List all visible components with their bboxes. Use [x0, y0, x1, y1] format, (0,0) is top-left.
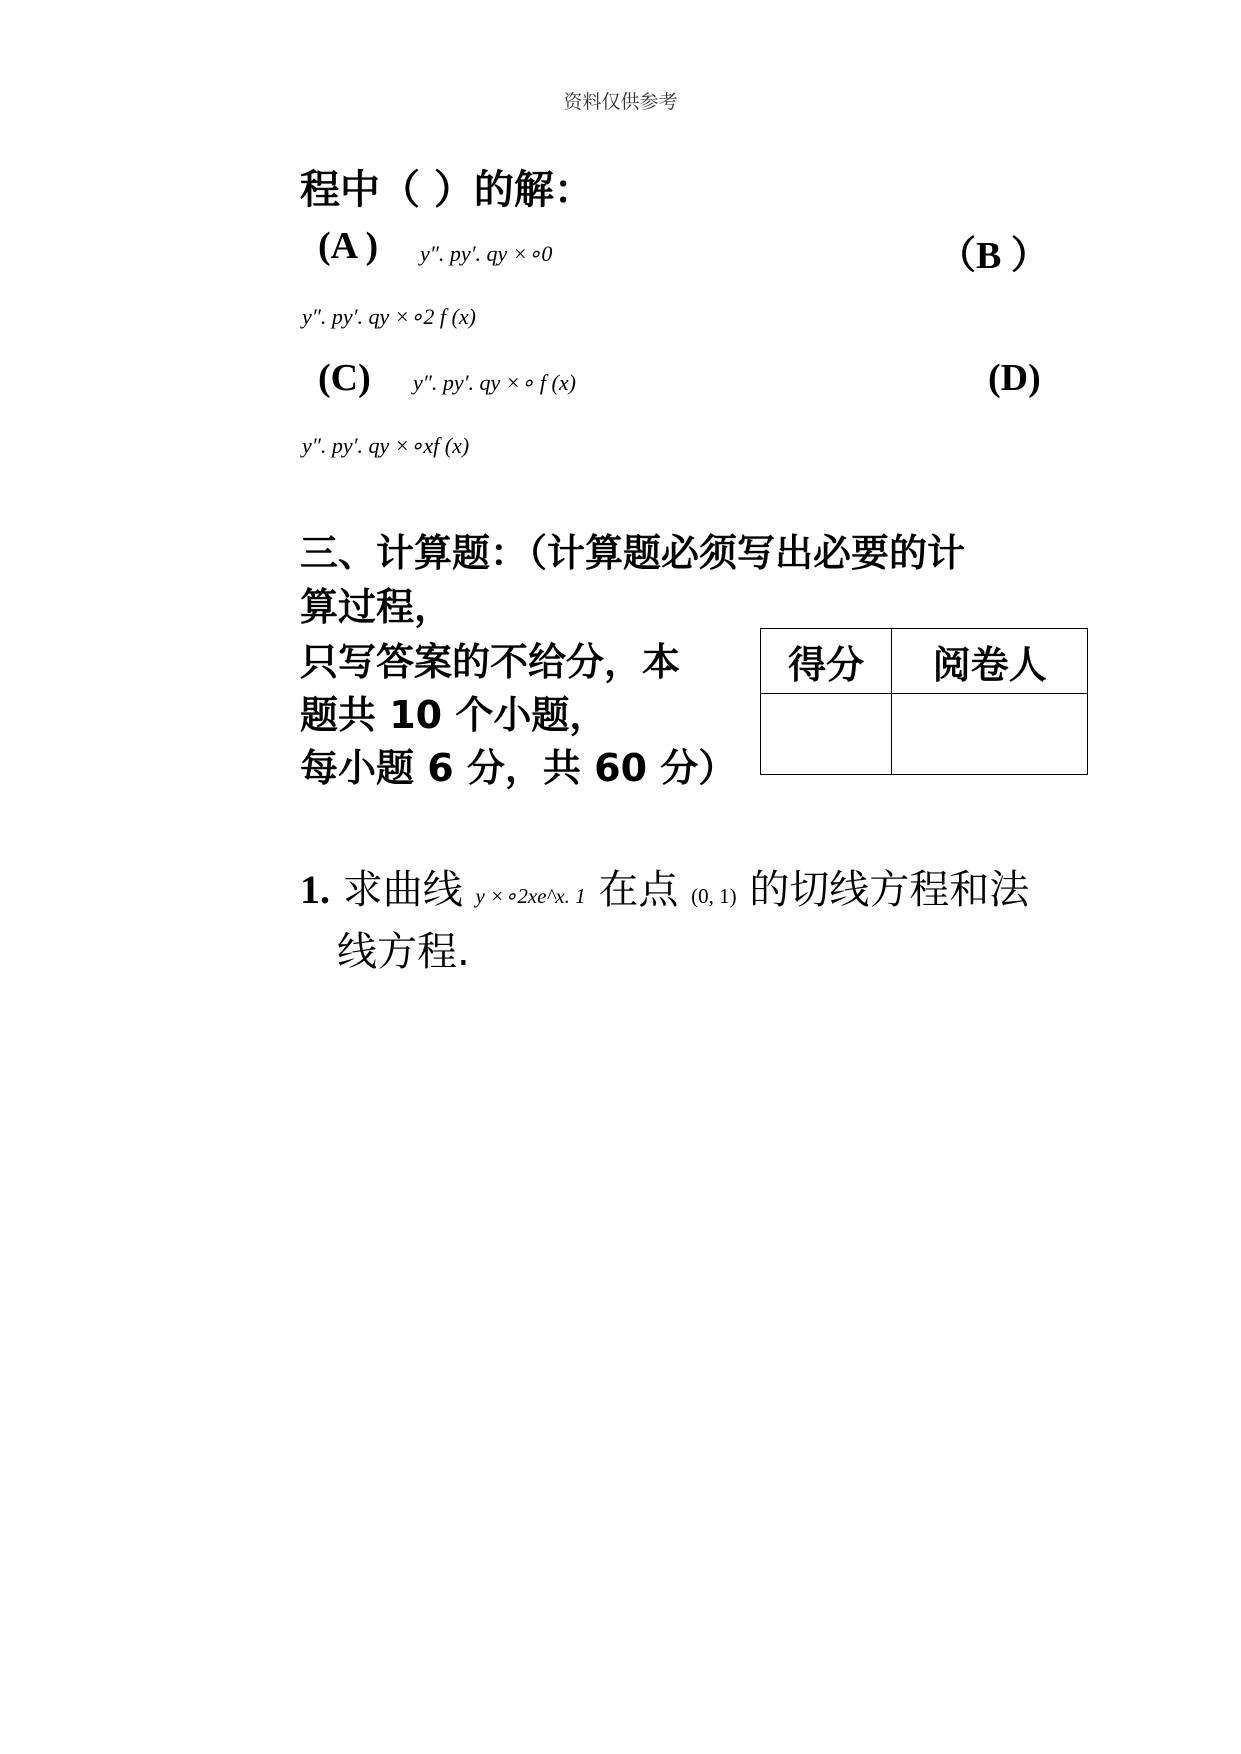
section-title-line5: 每小题 6 分，共 60 分） [300, 746, 737, 790]
question-1-number: 1. [300, 867, 330, 912]
section-title-line4: 题共 10 个小题， [300, 693, 608, 737]
grader-cell[interactable] [892, 694, 1088, 775]
option-b-formula: y″. py′. qy ×∘2 f (x) [302, 304, 476, 329]
question-1-text-after: 的切线方程和法 [749, 867, 1030, 913]
option-c-formula: y″. py′. qy ×∘ f (x) [413, 370, 576, 395]
question-1-point: (0, 1) [691, 884, 737, 908]
option-d-label: (D) [988, 357, 1041, 399]
section-title-line2: 算过程， [300, 585, 453, 629]
question-1-text-before: 求曲线 [342, 867, 463, 913]
option-b-label: （B ） [938, 235, 1049, 277]
question-1-text-middle: 在点 [598, 867, 679, 913]
section-title-line1: 三、计算题：（计算题必须写出必要的计 [300, 531, 966, 575]
section-title-line3: 只写答案的不给分，本 [300, 640, 681, 684]
page-header: 资料仅供参考 [563, 91, 678, 113]
option-a-formula: y″. py′. qy ×∘0 [420, 241, 553, 266]
question-stem: 程中（ ）的解： [300, 167, 594, 213]
option-a-label: (A ) [318, 225, 379, 267]
score-header: 得分 [761, 629, 892, 694]
grader-header: 阅卷人 [892, 629, 1088, 694]
score-table [760, 628, 1088, 775]
question-1 [300, 858, 1029, 915]
question-1-formula: y ×∘2xe^x. 1 [475, 884, 586, 908]
option-d-formula: y″. py′. qy ×∘xf (x) [302, 433, 470, 458]
option-c-label: (C) [318, 357, 371, 399]
question-1-continuation: 线方程. [337, 929, 470, 975]
score-cell[interactable] [761, 694, 892, 775]
